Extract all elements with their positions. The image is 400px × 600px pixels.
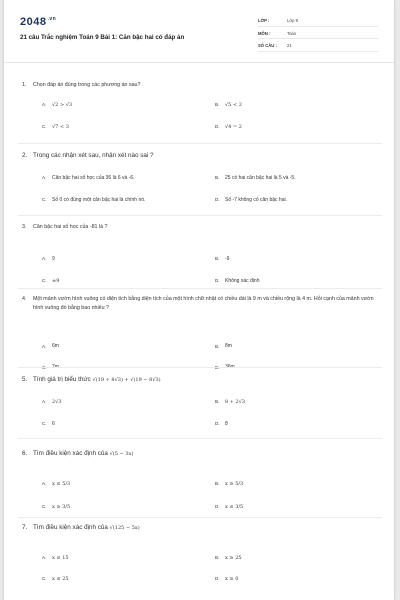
option-letter: A.: [42, 343, 47, 349]
option-letter: B.: [215, 343, 220, 349]
question-number: 6.: [22, 450, 28, 457]
question-divider: [18, 288, 382, 289]
option-letter: D.: [215, 124, 220, 130]
option-b[interactable]: [215, 399, 245, 405]
question-5: [4, 376, 394, 427]
option-c[interactable]: [42, 197, 145, 203]
option-b[interactable]: [215, 555, 242, 561]
option-a[interactable]: [42, 399, 62, 405]
logo-tld: .vn: [47, 16, 57, 23]
option-text: x ≤ 25: [52, 575, 69, 582]
question-number: 7.: [22, 524, 28, 531]
option-text: x ≤ 3/5: [225, 503, 244, 510]
option-b[interactable]: [215, 343, 232, 349]
option-letter: A.: [42, 555, 47, 561]
question-number: 5.: [22, 376, 28, 383]
question-number: 1.: [22, 82, 27, 88]
option-text: x ≤ 5/3: [52, 480, 71, 487]
option-text: 36m: [225, 364, 235, 371]
option-d[interactable]: [215, 421, 228, 427]
option-d[interactable]: [215, 576, 238, 582]
option-text: x ≥ 3/5: [52, 503, 71, 510]
option-text: 6m: [52, 343, 59, 350]
question-divider: [18, 143, 382, 144]
option-letter: C.: [42, 421, 47, 427]
question-3: [4, 223, 394, 284]
meta-value-class: Lớp 9: [287, 18, 298, 24]
option-a[interactable]: [42, 481, 70, 487]
option-a[interactable]: [42, 343, 59, 349]
option-a[interactable]: [42, 256, 55, 262]
option-text: Căn bậc hai số học của 36 là 6 và -6.: [52, 174, 135, 181]
option-letter: D.: [215, 576, 220, 582]
option-text: √7 < 3: [52, 123, 69, 130]
option-letter: D.: [215, 278, 220, 284]
question-2: [4, 152, 394, 203]
question-text: Tính giá trị biểu thức: [33, 376, 91, 383]
question-text: Một mảnh vườn hình vuông có diện tích bằng diện tích của một hình chữ nhật có chiều dài là 9 m và chiều rộng là 4 m. Hỏi cạnh của mảnh vườn hình vuông đó bằng bao nhiêu ?: [33, 296, 374, 311]
meta-row-subject: [258, 29, 378, 40]
option-a[interactable]: [42, 555, 69, 561]
question-expression: √(5 − 3x): [109, 451, 134, 457]
option-b[interactable]: [215, 175, 296, 181]
question-1: [4, 81, 394, 130]
option-letter: B.: [215, 102, 220, 108]
question-divider: [18, 517, 382, 518]
option-text: ±9: [52, 277, 60, 284]
option-letter: D.: [215, 197, 220, 203]
option-a[interactable]: [42, 102, 72, 108]
meta-label-subject: MÔN :: [258, 30, 271, 36]
option-d[interactable]: [215, 504, 243, 510]
option-text: -9: [225, 255, 230, 262]
question-6: [4, 450, 394, 510]
option-letter: C.: [42, 124, 47, 130]
option-d[interactable]: [215, 197, 287, 203]
option-letter: C.: [42, 576, 47, 582]
option-letter: B.: [215, 399, 220, 405]
option-letter: A.: [42, 256, 47, 262]
option-text: x ≥ 0: [225, 575, 239, 582]
option-d[interactable]: [215, 124, 242, 130]
option-letter: A.: [42, 399, 47, 405]
option-letter: B.: [215, 175, 220, 181]
question-divider: [18, 215, 382, 216]
option-c[interactable]: [42, 278, 59, 284]
worksheet-page: [4, 0, 394, 600]
question-number: 3.: [22, 224, 27, 230]
option-text: 7m: [52, 364, 59, 371]
option-letter: B.: [215, 481, 220, 487]
option-b[interactable]: [215, 481, 243, 487]
option-text: 8: [225, 420, 228, 427]
option-letter: A.: [42, 481, 47, 487]
option-text: 8m: [225, 343, 232, 350]
question-text: Trong các nhận xét sau, nhận xét nào sai ?: [33, 152, 154, 159]
option-letter: C.: [42, 504, 47, 510]
option-text: 2√3: [52, 398, 62, 405]
meta-row-class: [258, 16, 378, 27]
option-c[interactable]: [42, 421, 55, 427]
option-text: 8 + 2√3: [225, 398, 246, 405]
option-letter: D.: [215, 421, 220, 427]
option-b[interactable]: [215, 256, 229, 262]
question-text: Tìm điều kiện xác định của: [33, 450, 108, 457]
option-text: √2 > √3: [52, 101, 73, 108]
option-letter: D.: [215, 504, 220, 510]
question-text: Chọn đáp án đúng trong các phương án sau?: [33, 82, 141, 88]
option-c[interactable]: [42, 504, 70, 510]
meta-value-count: 21: [287, 43, 292, 49]
option-letter: A.: [42, 102, 47, 108]
option-text: Số -7 không có căn bậc hai.: [225, 196, 287, 203]
worksheet-header: [4, 0, 394, 63]
option-text: Không xác định: [225, 277, 260, 284]
question-expression: √(19 + 8√3) + √(19 − 8√3): [92, 377, 161, 383]
question-text: Tìm điều kiện xác định của: [33, 524, 108, 531]
option-text: x ≤ 15: [52, 554, 69, 561]
option-letter: C.: [42, 278, 47, 284]
option-letter: C.: [42, 364, 47, 370]
option-letter: D.: [215, 364, 220, 370]
worksheet-meta: [258, 16, 378, 54]
option-d[interactable]: [215, 278, 259, 284]
option-letter: C.: [42, 197, 47, 203]
option-a[interactable]: [42, 175, 135, 181]
option-letter: A.: [42, 175, 47, 181]
meta-row-count: [258, 41, 378, 52]
meta-label-count: SỐ CÂU :: [258, 43, 277, 49]
option-text: √4 = 2: [225, 123, 242, 130]
option-letter: B.: [215, 555, 220, 561]
site-logo[interactable]: [20, 16, 56, 28]
question-expression: √(125 − 5x): [109, 525, 140, 531]
worksheet-title: 21 câu Trắc nghiệm Toán 9 Bài 1: Căn bậc hai có đáp án: [20, 34, 185, 41]
option-letter: B.: [215, 256, 220, 262]
option-b[interactable]: [215, 102, 242, 108]
question-divider: [18, 438, 382, 439]
logo-text: 2048: [20, 16, 47, 28]
option-c[interactable]: [42, 124, 69, 130]
option-c[interactable]: [42, 576, 69, 582]
option-text: 25 có hai căn bậc hai là 5 và -5.: [225, 174, 296, 181]
option-text: 6: [52, 420, 55, 427]
option-text: 9: [52, 255, 55, 262]
option-text: √5 < 2: [225, 101, 242, 108]
option-text: Số 0 có đúng một căn bậc hai là chính nó.: [52, 196, 146, 203]
meta-value-subject: Toán: [287, 30, 297, 36]
option-text: x ≥ 25: [225, 554, 242, 561]
option-text: x ≥ 5/3: [225, 480, 244, 487]
question-number: 2.: [22, 152, 28, 159]
question-7: [4, 524, 394, 582]
meta-label-class: LỚP :: [258, 18, 270, 24]
question-text: Căn bậc hai số học của -81 là ?: [33, 224, 108, 230]
question-number: 4.: [22, 296, 27, 302]
question-4: [4, 295, 394, 371]
